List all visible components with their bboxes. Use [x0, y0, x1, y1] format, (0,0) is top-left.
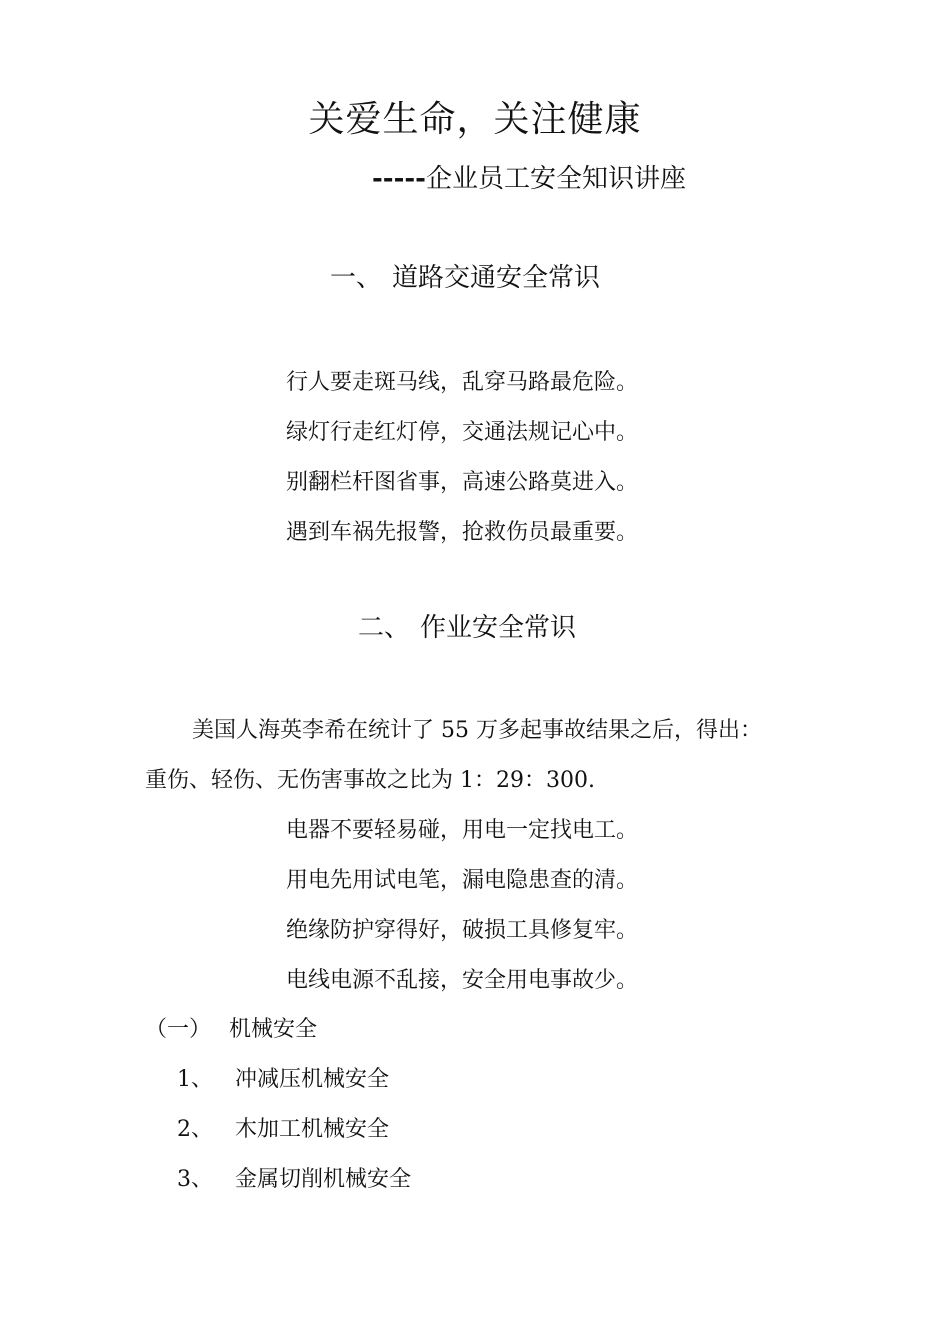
verse-line: 绿灯行走红灯停，交通法规记心中。: [286, 420, 639, 445]
section-number: 一、: [330, 263, 383, 293]
verse-line: 别翻栏杆图省事，高速公路莫进入。: [286, 470, 639, 495]
list-item: [177, 1119, 389, 1141]
paragraph-line: 美国人海英李希在统计了 55 万多起事故结果之后，得出：: [192, 718, 762, 743]
subtitle-text: 企业员工安全知识讲座: [425, 164, 686, 194]
section-heading-text: 道路交通安全常识: [392, 263, 601, 293]
section-number: 二、: [358, 613, 411, 643]
paragraph-line: 重伤、轻伤、无伤害事故之比为 1：29：300.: [145, 768, 595, 793]
section-heading-work: [358, 615, 576, 641]
section-heading-text: 作业安全常识: [420, 613, 577, 643]
subsection-heading: [145, 1019, 317, 1041]
verse-line: 绝缘防护穿得好，破损工具修复牢。: [286, 918, 639, 943]
subsection-heading-text: 机械安全: [229, 1017, 318, 1042]
list-item-number: 1、: [177, 1067, 213, 1092]
verse-line: 遇到车祸先报警，抢救伤员最重要。: [286, 520, 639, 545]
list-item-number: 2、: [177, 1117, 213, 1142]
subtitle-dashes: -----: [372, 164, 426, 194]
subsection-number: （一）: [145, 1017, 212, 1042]
verse-line: 电线电源不乱接，安全用电事故少。: [286, 968, 639, 993]
verse-line: 电器不要轻易碰，用电一定找电工。: [286, 818, 639, 843]
list-item-text: 金属切削机械安全: [235, 1167, 412, 1192]
document-title: 关爱生命，关注健康: [308, 99, 642, 140]
list-item-text: 木加工机械安全: [235, 1117, 390, 1142]
list-item: [177, 1069, 389, 1091]
list-item: [177, 1169, 411, 1191]
document-subtitle: [372, 166, 686, 192]
list-item-number: 3、: [177, 1167, 213, 1192]
verse-line: 用电先用试电笔，漏电隐患查的清。: [286, 868, 639, 893]
section-heading-traffic: [330, 265, 600, 291]
verse-line: 行人要走斑马线，乱穿马路最危险。: [286, 370, 639, 395]
list-item-text: 冲减压机械安全: [235, 1067, 390, 1092]
